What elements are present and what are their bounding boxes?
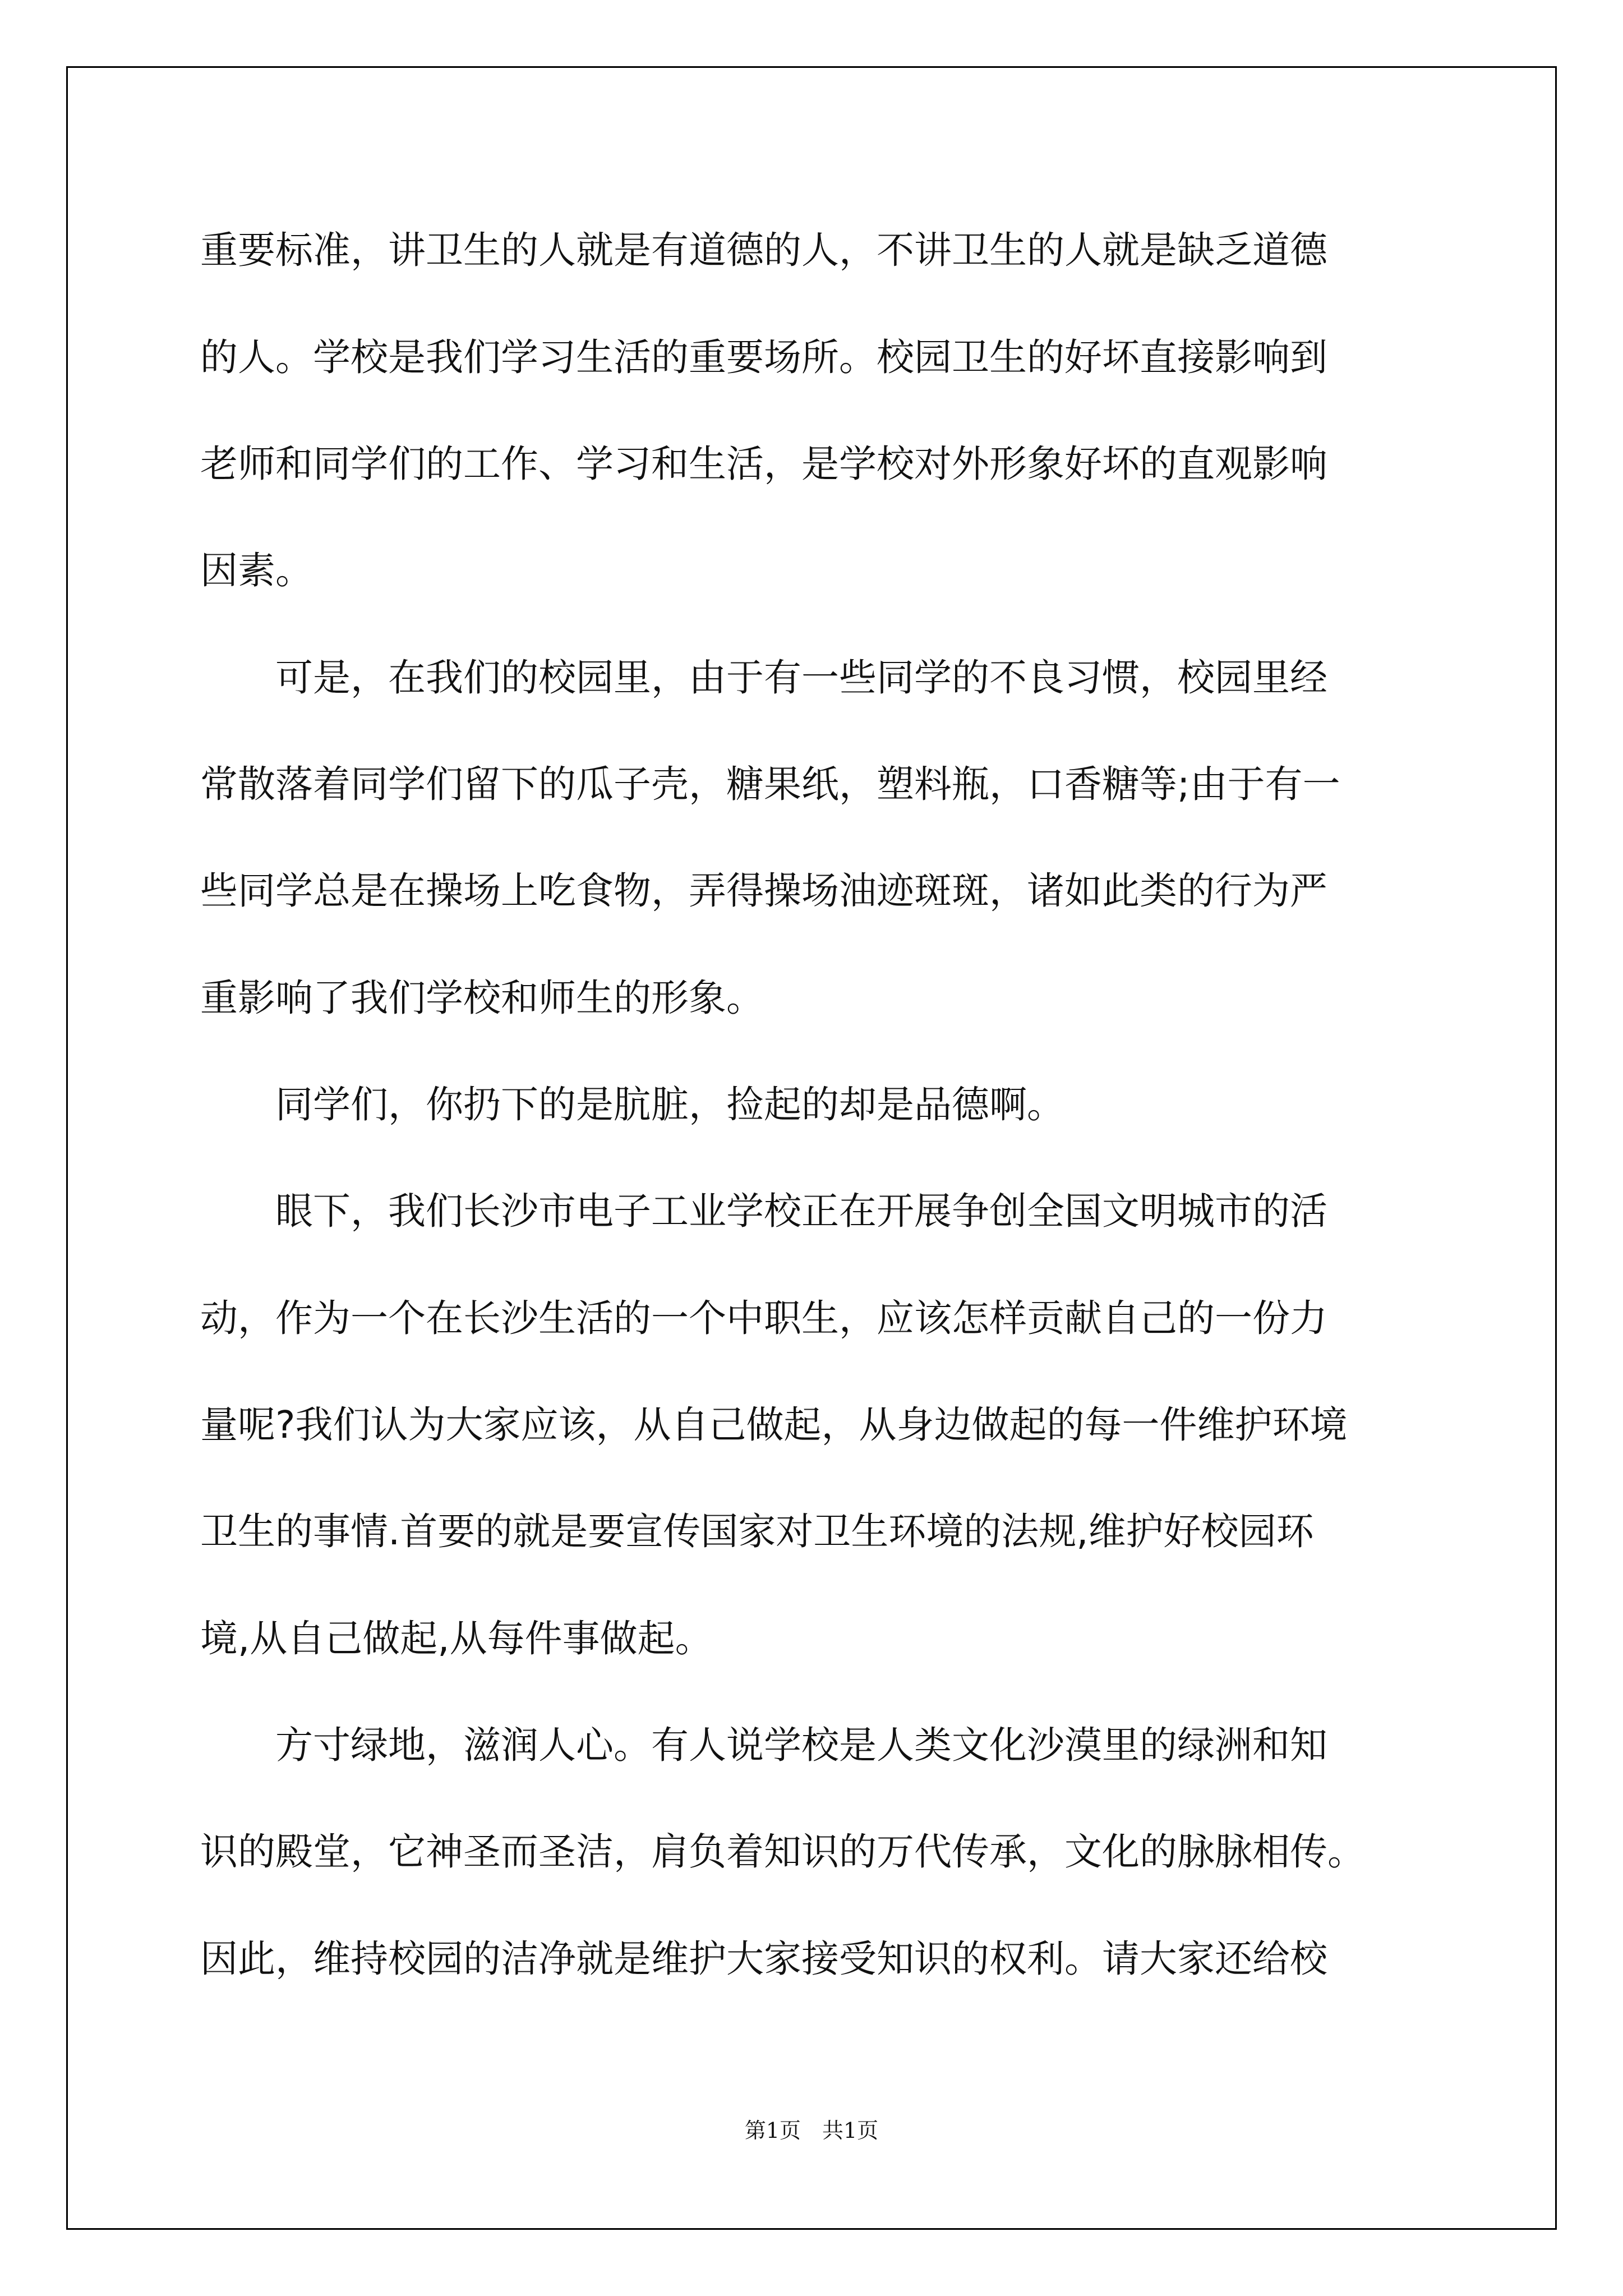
- text-line: 眼下，我们长沙市电子工业学校正在开展争创全国文明城市的活: [200, 1189, 1327, 1233]
- text-line: 卫生的事情.首要的就是要宣传国家对卫生环境的法规,维护好校园环: [200, 1510, 1314, 1553]
- text-line: 同学们，你扔下的是肮脏，捡起的却是品德啊。: [200, 1083, 1064, 1126]
- text-line: 因此，维持校园的洁净就是维护大家接受知识的权利。请大家还给校: [200, 1937, 1327, 1981]
- text-line: 些同学总是在操场上吃食物，弄得操场油迹斑斑，诸如此类的行为严: [200, 869, 1327, 913]
- page-border: [66, 66, 1557, 2230]
- page-number-footer: 第1页 共1页: [744, 2118, 879, 2143]
- text-line: 识的殿堂，它神圣而圣洁，肩负着知识的万代传承，文化的脉脉相传。: [200, 1830, 1365, 1874]
- text-line: 因素。: [200, 549, 313, 592]
- text-line: 可是，在我们的校园里，由于有一些同学的不良习惯，校园里经: [200, 656, 1327, 700]
- text-line: 量呢?我们认为大家应该，从自己做起，从身边做起的每一件维护环境: [200, 1403, 1348, 1447]
- text-line: 常散落着同学们留下的瓜子壳，糖果纸，塑料瓶，口香糖等;由于有一: [200, 762, 1340, 806]
- text-line: 方寸绿地，滋润人心。有人说学校是人类文化沙漠里的绿洲和知: [200, 1723, 1327, 1767]
- text-line: 境,从自己做起,从每件事做起。: [200, 1617, 713, 1660]
- text-line: 重影响了我们学校和师生的形象。: [200, 976, 764, 1020]
- text-line: 老师和同学们的工作、学习和生活，是学校对外形象好坏的直观影响: [200, 442, 1327, 486]
- text-line: 的人。学校是我们学习生活的重要场所。校园卫生的好坏直接影响到: [200, 335, 1327, 379]
- text-line: 重要标准，讲卫生的人就是有道德的人，不讲卫生的人就是缺乏道德: [200, 228, 1327, 272]
- text-line: 动，作为一个在长沙生活的一个中职生，应该怎样贡献自己的一份力: [200, 1296, 1327, 1340]
